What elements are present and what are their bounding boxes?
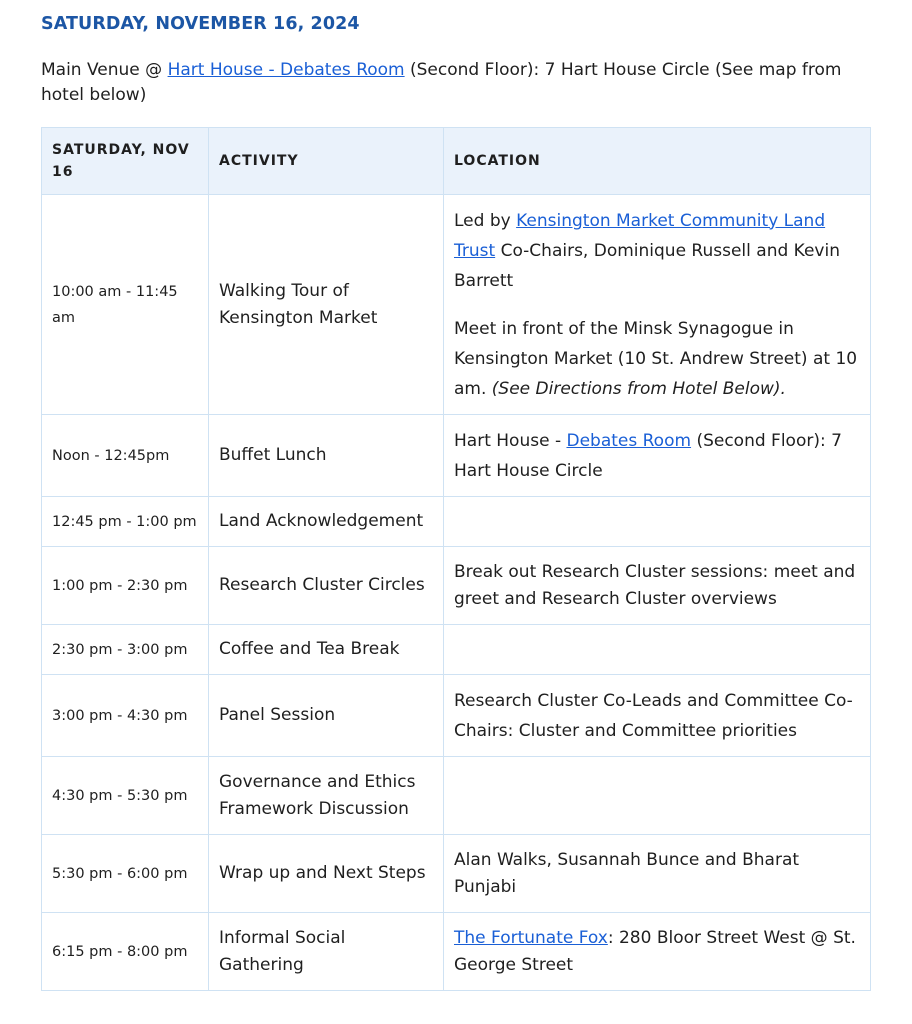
- activity-cell: Walking Tour of Kensington Market: [209, 195, 444, 415]
- table-row: [42, 547, 871, 625]
- time-cell: 2:30 pm - 3:00 pm: [42, 625, 209, 675]
- time-cell: 12:45 pm - 1:00 pm: [42, 497, 209, 547]
- activity-cell: Panel Session: [209, 675, 444, 757]
- time-cell: 6:15 pm - 8:00 pm: [42, 913, 209, 991]
- venue-suffix: (Second Floor): 7 Hart House Circle (See map from hotel below): [41, 60, 842, 105]
- table-row: [42, 675, 871, 757]
- fortunate-fox-link[interactable]: The Fortunate Fox: [454, 927, 608, 948]
- header-activity: ACTIVITY: [209, 128, 444, 195]
- location-text: Co-Chairs, Dominique Russell and Kevin Barrett: [454, 240, 840, 291]
- location-cell: [444, 415, 871, 497]
- time-cell: 4:30 pm - 5:30 pm: [42, 757, 209, 835]
- location-cell: [444, 757, 871, 835]
- header-location: LOCATION: [444, 128, 871, 195]
- activity-cell: Governance and Ethics Framework Discussion: [209, 757, 444, 835]
- location-paragraph: [454, 206, 860, 296]
- time-cell: 1:00 pm - 2:30 pm: [42, 547, 209, 625]
- location-cell: [444, 625, 871, 675]
- location-cell: [444, 195, 871, 415]
- activity-cell: Research Cluster Circles: [209, 547, 444, 625]
- location-text: : 280 Bloor Street West @ St. George Street: [454, 927, 856, 975]
- debates-room-link[interactable]: Debates Room: [566, 430, 692, 451]
- activity-cell: Land Acknowledgement: [209, 497, 444, 547]
- location-text: Meet in front of the Minsk Synagogue in Kensington Market (10 St. Andrew Street) at 10 am.: [454, 318, 858, 399]
- time-cell: Noon - 12:45pm: [42, 415, 209, 497]
- activity-cell: Wrap up and Next Steps: [209, 835, 444, 913]
- schedule-table: [41, 127, 871, 991]
- location-text: Led by: [454, 210, 517, 231]
- table-row: [42, 757, 871, 835]
- debates-room-link[interactable]: Hart House - Debates Room: [167, 60, 405, 80]
- directions-note: (See Directions from Hotel Below).: [491, 378, 786, 399]
- venue-prefix: Main Venue @: [41, 60, 168, 80]
- location-cell: [444, 913, 871, 991]
- table-row: [42, 415, 871, 497]
- table-header-row: [42, 128, 871, 195]
- table-row: [42, 625, 871, 675]
- date-heading: SATURDAY, NOVEMBER 16, 2024: [41, 14, 360, 34]
- location-cell: Research Cluster Co-Leads and Committee Co-Chairs: Cluster and Committee priorities: [444, 675, 871, 757]
- header-date: SATURDAY, NOV 16: [42, 128, 209, 195]
- location-cell: [444, 497, 871, 547]
- table-row: [42, 497, 871, 547]
- table-row: [42, 835, 871, 913]
- venue-line: [41, 58, 881, 108]
- activity-cell: Buffet Lunch: [209, 415, 444, 497]
- activity-cell: Informal Social Gathering: [209, 913, 444, 991]
- table-row: [42, 195, 871, 415]
- activity-cell: Coffee and Tea Break: [209, 625, 444, 675]
- kensington-land-trust-link[interactable]: Kensington Market Community Land Trust: [454, 210, 826, 261]
- location-cell: Alan Walks, Susannah Bunce and Bharat Punjabi: [444, 835, 871, 913]
- location-cell: Break out Research Cluster sessions: meet and greet and Research Cluster overviews: [444, 547, 871, 625]
- time-cell: 5:30 pm - 6:00 pm: [42, 835, 209, 913]
- table-row: [42, 913, 871, 991]
- location-paragraph: [454, 314, 860, 404]
- location-text: Hart House -: [454, 430, 567, 451]
- time-cell: 10:00 am - 11:45 am: [42, 195, 209, 415]
- location-text: (Second Floor): 7 Hart House Circle: [454, 430, 842, 481]
- time-cell: 3:00 pm - 4:30 pm: [42, 675, 209, 757]
